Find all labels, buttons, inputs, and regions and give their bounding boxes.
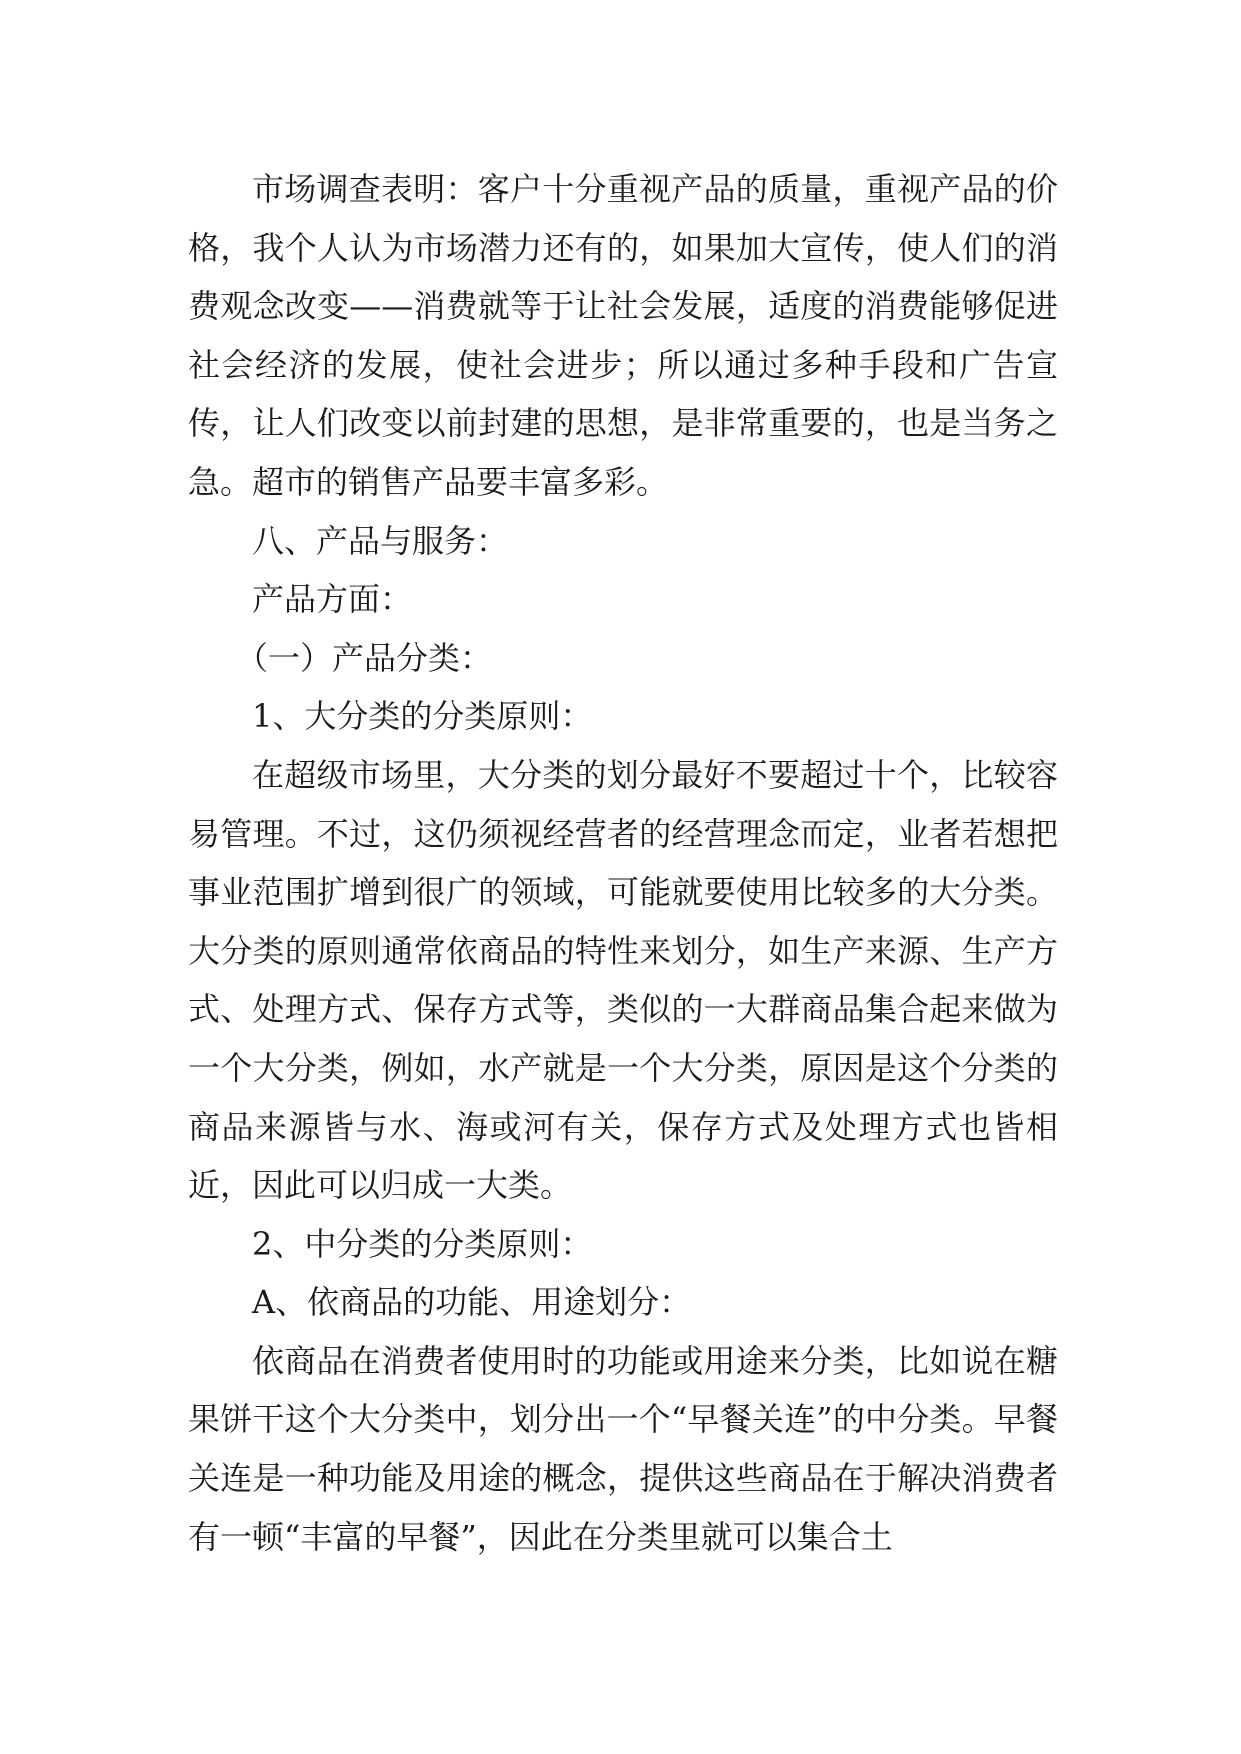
- paragraph-major-category: 在超级市场里，大分类的划分最好不要超过十个，比较容易管理。不过，这仍须视经营者的经营理念而定，业者若想把事业范围扩增到很广的领域，可能就要使用比较多的大分类。大分类的原则通常依商品的特性来划分，如生产来源、生产方式、处理方式、保存方式等，类似的一大群商品集合起来做为一个大分类，例如，水产就是一个大分类，原因是这个分类的商品来源皆与水、海或河有关，保存方式及处理方式也皆相近，因此可以归成一大类。: [188, 755, 1058, 1205]
- item-heading-middle-category: 2、中分类的分类原则：: [252, 1224, 593, 1263]
- subheading-product-classification: （一）产品分类：: [236, 638, 493, 677]
- paragraph-market-survey: 市场调查表明：客户十分重视产品的质量，重视产品的价格，我个人认为市场潜力还有的，如果加大宣传，使人们的消费观念改变——消费就等于让社会发展，适度的消费能够促进社会经济的发展，使社会进步；所以通过多种手段和广告宣传，让人们改变以前封建的思想，是非常重要的，也是当务之急。超市的销售产品要丰富多彩。: [188, 170, 1058, 501]
- section-heading-products-services: 八、产品与服务：: [252, 521, 509, 560]
- item-heading-function-usage: A、依商品的功能、用途划分：: [252, 1283, 692, 1322]
- paragraph-function-usage: 依商品在消费者使用时的功能或用途来分类，比如说在糖果饼干这个大分类中，划分出一个“早餐关连”的中分类。早餐关连是一种功能及用途的概念，提供这些商品在于解决消费者有一顿“丰富的早餐”，因此在分类里就可以集合土: [188, 1341, 1058, 1556]
- item-heading-major-category: 1、大分类的分类原则：: [252, 697, 593, 736]
- document-body: [188, 160, 1058, 1566]
- subheading-product-aspect: 产品方面：: [252, 580, 413, 619]
